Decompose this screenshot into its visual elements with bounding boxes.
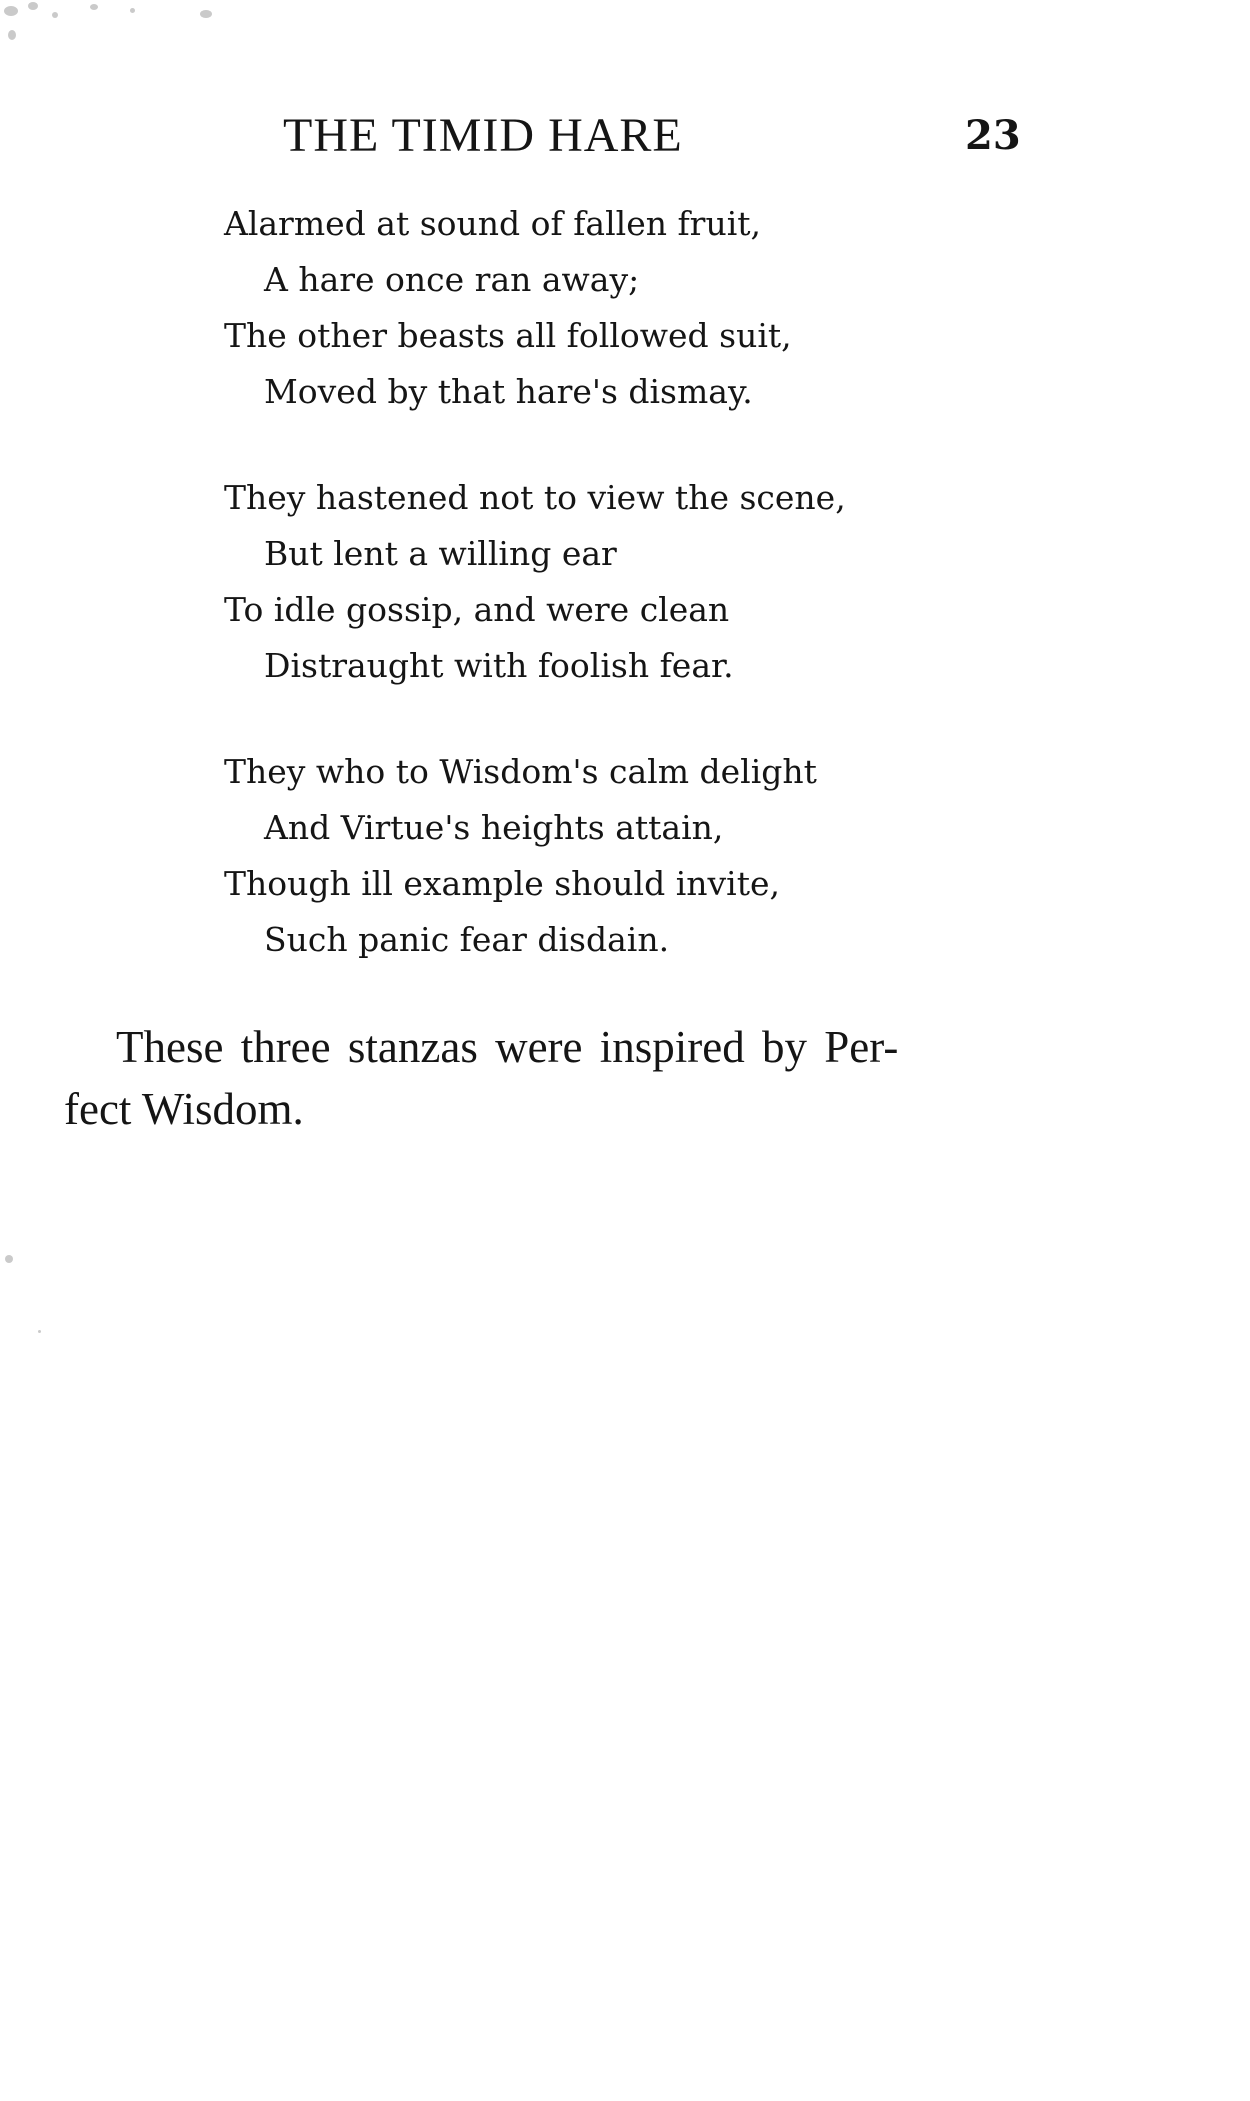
- scan-speck: [38, 1330, 41, 1333]
- poem-line: Moved by that hare's dismay.: [264, 372, 753, 411]
- poem-line: Though ill example should invite,: [224, 864, 780, 903]
- poem-line: To idle gossip, and were clean: [224, 590, 730, 629]
- commentary-note: [64, 1016, 1024, 1140]
- poem-line: But lent a willing ear: [264, 534, 617, 573]
- note-line: fect Wisdom.: [64, 1084, 304, 1134]
- poem-line: Alarmed at sound of fallen fruit,: [224, 204, 762, 243]
- poem-line: They who to Wisdom's calm delight: [224, 752, 817, 791]
- running-title: THE TIMID HARE: [283, 109, 683, 162]
- scan-speck: [200, 10, 212, 18]
- scan-speck: [130, 8, 135, 13]
- scan-speck: [52, 12, 58, 18]
- poem-line: They hastened not to view the scene,: [224, 478, 846, 517]
- poem: [224, 196, 1124, 1018]
- scan-speck: [4, 6, 18, 16]
- scan-speck: [8, 30, 16, 40]
- running-head: [0, 108, 1250, 168]
- poem-line: The other beasts all followed suit,: [224, 316, 792, 355]
- poem-line: Distraught with foolish fear.: [264, 646, 734, 685]
- stanza-1: [224, 196, 1124, 420]
- scan-speck: [90, 4, 98, 10]
- scan-speck: [28, 2, 38, 10]
- page-number: 23: [965, 112, 1021, 159]
- stanza-3: [224, 744, 1124, 968]
- note-line: These three stanzas were inspired by Per-: [116, 1022, 899, 1072]
- stanza-2: [224, 470, 1124, 694]
- poem-line: And Virtue's heights attain,: [264, 808, 724, 847]
- scan-speck: [5, 1255, 13, 1263]
- poem-line: Such panic fear disdain.: [264, 920, 670, 959]
- poem-line: A hare once ran away;: [264, 260, 640, 299]
